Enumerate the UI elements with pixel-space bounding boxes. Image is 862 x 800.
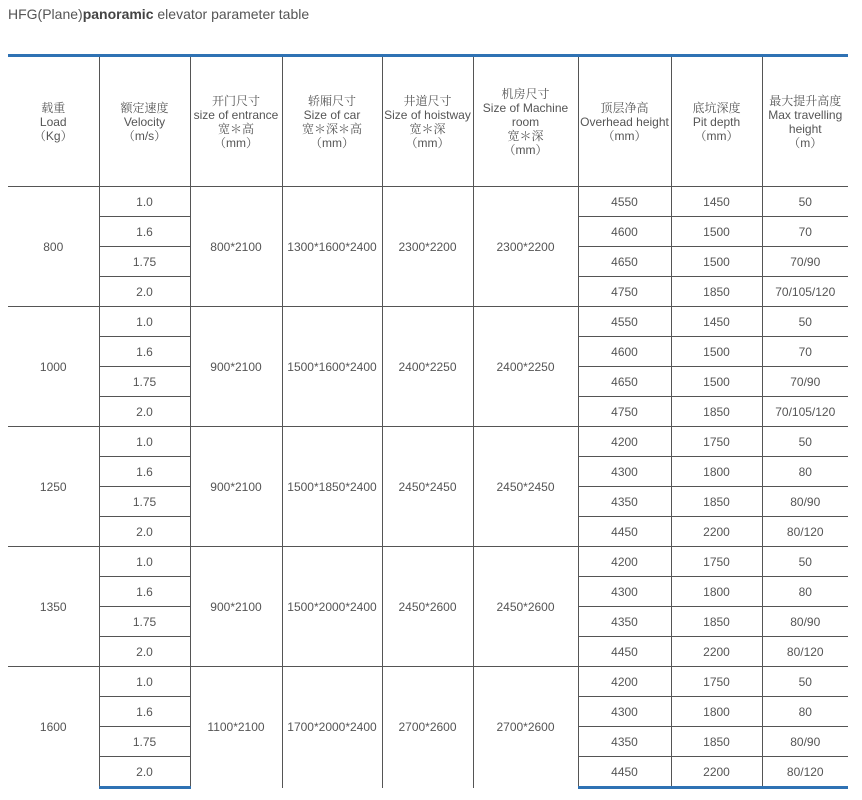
load-cell: 1600 (8, 667, 99, 788)
header-machine-room-size: 机房尺寸 Size of Machine room 宽＊深 （mm） (473, 56, 578, 187)
overhead-height-cell: 4300 (578, 577, 671, 607)
table-row (8, 667, 848, 697)
velocity-cell: 2.0 (99, 517, 190, 547)
overhead-height-cell: 4200 (578, 547, 671, 577)
velocity-cell: 1.0 (99, 307, 190, 337)
overhead-height-cell: 4350 (578, 487, 671, 517)
velocity-cell: 1.75 (99, 727, 190, 757)
max-travelling-height-cell: 70 (762, 217, 848, 247)
pit-depth-cell: 1800 (671, 577, 762, 607)
header-hoistway-size: 井道尺寸 Size of hoistway 宽＊深 （mm） (382, 56, 473, 187)
max-travelling-height-cell: 80/90 (762, 487, 848, 517)
header-row (8, 56, 848, 187)
overhead-height-cell: 4650 (578, 367, 671, 397)
header-velocity: 额定速度 Velocity （m/s） (99, 56, 190, 187)
pit-depth-cell: 1850 (671, 727, 762, 757)
overhead-height-cell: 4600 (578, 337, 671, 367)
max-travelling-height-cell: 50 (762, 667, 848, 697)
pit-depth-cell: 1500 (671, 367, 762, 397)
hoistway-size-cell: 2400*2250 (382, 307, 473, 427)
entrance-size-cell: 800*2100 (190, 187, 282, 307)
car-size-cell: 1500*1850*2400 (282, 427, 382, 547)
table-row (8, 187, 848, 217)
velocity-cell: 1.6 (99, 457, 190, 487)
velocity-cell: 1.6 (99, 697, 190, 727)
parameter-table-container (8, 54, 848, 789)
max-travelling-height-cell: 70 (762, 337, 848, 367)
velocity-cell: 2.0 (99, 277, 190, 307)
pit-depth-cell: 1450 (671, 187, 762, 217)
table-row (8, 427, 848, 457)
max-travelling-height-cell: 80 (762, 697, 848, 727)
machine-room-size-cell: 2450*2450 (473, 427, 578, 547)
machine-room-size-cell: 2450*2600 (473, 547, 578, 667)
header-load: 载重 Load （Kg） (8, 56, 99, 187)
velocity-cell: 1.0 (99, 547, 190, 577)
pit-depth-cell: 1750 (671, 667, 762, 697)
velocity-cell: 1.6 (99, 577, 190, 607)
car-size-cell: 1500*1600*2400 (282, 307, 382, 427)
velocity-cell: 1.75 (99, 607, 190, 637)
max-travelling-height-cell: 80/120 (762, 757, 848, 788)
overhead-height-cell: 4350 (578, 727, 671, 757)
entrance-size-cell: 900*2100 (190, 307, 282, 427)
pit-depth-cell: 1450 (671, 307, 762, 337)
header-max-travelling-height: 最大提升高度 Max travelling height （m） (762, 56, 848, 187)
overhead-height-cell: 4200 (578, 427, 671, 457)
table-row (8, 547, 848, 577)
table-row (8, 307, 848, 337)
pit-depth-cell: 1500 (671, 247, 762, 277)
pit-depth-cell: 1750 (671, 547, 762, 577)
velocity-cell: 1.75 (99, 247, 190, 277)
velocity-cell: 2.0 (99, 637, 190, 667)
pit-depth-cell: 1850 (671, 487, 762, 517)
overhead-height-cell: 4300 (578, 697, 671, 727)
parameter-table (8, 54, 848, 789)
max-travelling-height-cell: 80 (762, 577, 848, 607)
load-cell: 1350 (8, 547, 99, 667)
velocity-cell: 2.0 (99, 757, 190, 788)
entrance-size-cell: 900*2100 (190, 547, 282, 667)
max-travelling-height-cell: 80/90 (762, 607, 848, 637)
header-pit-depth: 底坑深度 Pit depth （mm） (671, 56, 762, 187)
pit-depth-cell: 1850 (671, 277, 762, 307)
pit-depth-cell: 1800 (671, 457, 762, 487)
max-travelling-height-cell: 70/105/120 (762, 277, 848, 307)
header-entrance-size: 开门尺寸 size of entrance 宽＊高 （mm） (190, 56, 282, 187)
max-travelling-height-cell: 80/90 (762, 727, 848, 757)
entrance-size-cell: 1100*2100 (190, 667, 282, 788)
velocity-cell: 1.75 (99, 487, 190, 517)
car-size-cell: 1700*2000*2400 (282, 667, 382, 788)
max-travelling-height-cell: 80/120 (762, 637, 848, 667)
overhead-height-cell: 4450 (578, 757, 671, 788)
overhead-height-cell: 4750 (578, 277, 671, 307)
pit-depth-cell: 2200 (671, 757, 762, 788)
overhead-height-cell: 4600 (578, 217, 671, 247)
machine-room-size-cell: 2300*2200 (473, 187, 578, 307)
velocity-cell: 1.0 (99, 427, 190, 457)
max-travelling-height-cell: 80/120 (762, 517, 848, 547)
overhead-height-cell: 4650 (578, 247, 671, 277)
overhead-height-cell: 4750 (578, 397, 671, 427)
car-size-cell: 1500*2000*2400 (282, 547, 382, 667)
machine-room-size-cell: 2400*2250 (473, 307, 578, 427)
hoistway-size-cell: 2450*2450 (382, 427, 473, 547)
entrance-size-cell: 900*2100 (190, 427, 282, 547)
overhead-height-cell: 4550 (578, 187, 671, 217)
velocity-cell: 1.75 (99, 367, 190, 397)
velocity-cell: 2.0 (99, 397, 190, 427)
max-travelling-height-cell: 50 (762, 307, 848, 337)
title-suffix: elevator parameter table (153, 6, 310, 22)
max-travelling-height-cell: 70/90 (762, 367, 848, 397)
overhead-height-cell: 4450 (578, 637, 671, 667)
load-cell: 1250 (8, 427, 99, 547)
max-travelling-height-cell: 70/90 (762, 247, 848, 277)
load-cell: 1000 (8, 307, 99, 427)
pit-depth-cell: 1800 (671, 697, 762, 727)
machine-room-size-cell: 2700*2600 (473, 667, 578, 788)
max-travelling-height-cell: 50 (762, 427, 848, 457)
pit-depth-cell: 2200 (671, 517, 762, 547)
pit-depth-cell: 1850 (671, 607, 762, 637)
pit-depth-cell: 2200 (671, 637, 762, 667)
hoistway-size-cell: 2300*2200 (382, 187, 473, 307)
velocity-cell: 1.0 (99, 667, 190, 697)
pit-depth-cell: 1750 (671, 427, 762, 457)
title-prefix: HFG(Plane) (8, 6, 83, 22)
max-travelling-height-cell: 70/105/120 (762, 397, 848, 427)
page-title (8, 4, 309, 24)
pit-depth-cell: 1500 (671, 217, 762, 247)
car-size-cell: 1300*1600*2400 (282, 187, 382, 307)
velocity-cell: 1.6 (99, 217, 190, 247)
hoistway-size-cell: 2450*2600 (382, 547, 473, 667)
header-overhead-height: 顶层净高 Overhead height （mm） (578, 56, 671, 187)
load-cell: 800 (8, 187, 99, 307)
overhead-height-cell: 4350 (578, 607, 671, 637)
max-travelling-height-cell: 50 (762, 187, 848, 217)
title-bold: panoramic (82, 6, 154, 22)
pit-depth-cell: 1850 (671, 397, 762, 427)
max-travelling-height-cell: 80 (762, 457, 848, 487)
max-travelling-height-cell: 50 (762, 547, 848, 577)
hoistway-size-cell: 2700*2600 (382, 667, 473, 788)
velocity-cell: 1.0 (99, 187, 190, 217)
overhead-height-cell: 4300 (578, 457, 671, 487)
pit-depth-cell: 1500 (671, 337, 762, 367)
table-body (8, 187, 848, 788)
overhead-height-cell: 4200 (578, 667, 671, 697)
overhead-height-cell: 4450 (578, 517, 671, 547)
velocity-cell: 1.6 (99, 337, 190, 367)
header-car-size: 轿厢尺寸 Size of car 宽＊深＊高 （mm） (282, 56, 382, 187)
overhead-height-cell: 4550 (578, 307, 671, 337)
